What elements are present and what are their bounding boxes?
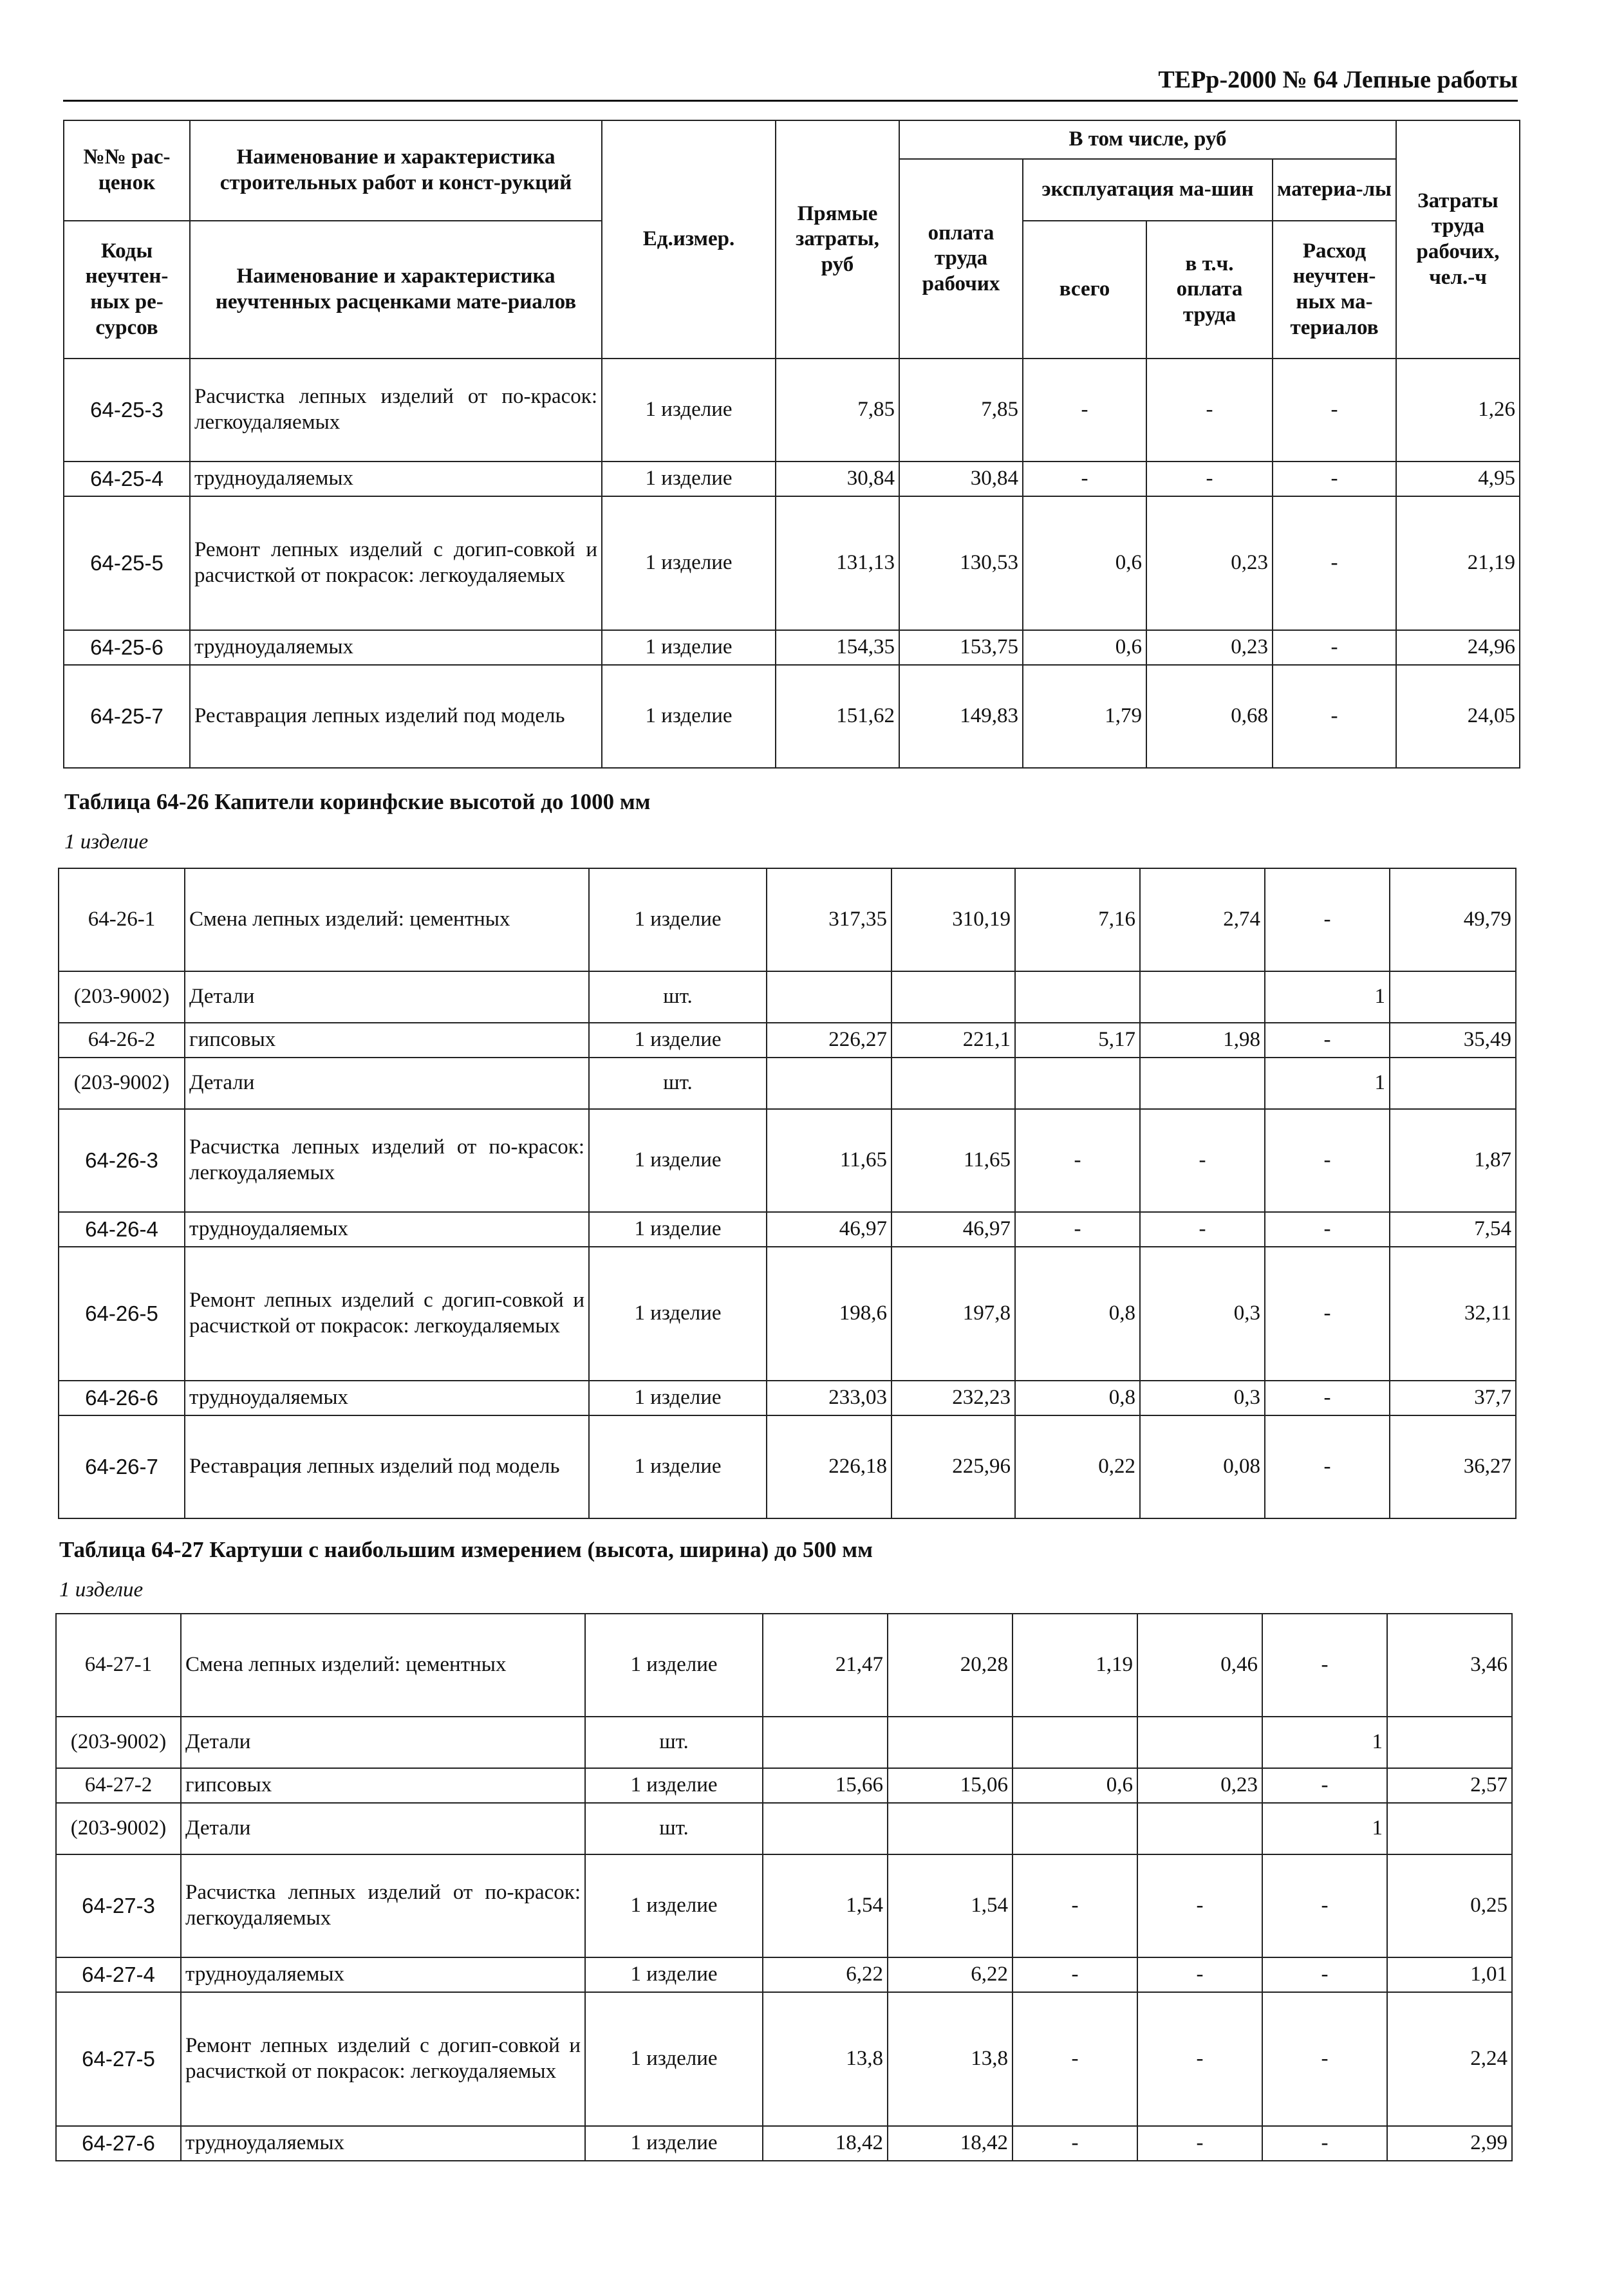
materials: -: [1273, 462, 1396, 496]
material-row: [56, 1803, 1512, 1854]
labor-pay: 130,53: [899, 496, 1023, 630]
table-row: [56, 1854, 1512, 1957]
resource-code: (203-9002): [59, 971, 185, 1023]
materials: -: [1262, 1854, 1387, 1957]
labor-pay: 221,1: [891, 1023, 1015, 1058]
labor-hours: 7,54: [1390, 1212, 1516, 1247]
labor-pay: 153,75: [899, 630, 1023, 665]
direct-cost: 317,35: [767, 868, 891, 971]
materials: -: [1273, 496, 1396, 630]
labor-hours: 3,46: [1387, 1614, 1512, 1717]
machines-total: 7,16: [1015, 868, 1140, 971]
materials: -: [1273, 359, 1396, 462]
direct-cost: 131,13: [776, 496, 899, 630]
materials: -: [1265, 1109, 1390, 1212]
labor-pay: 149,83: [899, 665, 1023, 768]
table-64-26-caption: Таблица 64-26 Капители коринфские высотой до 1000 мм: [64, 789, 651, 814]
col-code-top: №№ рас-ценок: [64, 120, 190, 221]
direct-cost: 6,22: [763, 1957, 888, 1992]
page-title: ТЕРр-2000 № 64 Лепные работы: [1158, 66, 1518, 93]
machines-labor: 0,23: [1146, 630, 1273, 665]
labor-hours: 49,79: [1390, 868, 1516, 971]
table-row: [59, 1415, 1516, 1518]
direct-cost: 151,62: [776, 665, 899, 768]
work-name: трудноудаляемых: [185, 1381, 589, 1415]
unit-of-measure: 1 изделие: [585, 2126, 763, 2161]
machines-labor: 1,98: [1140, 1023, 1265, 1058]
material-name: Детали: [181, 1803, 585, 1854]
rate-code: 64-26-2: [59, 1023, 185, 1058]
machines-total: -: [1015, 1109, 1140, 1212]
materials: -: [1265, 1247, 1390, 1381]
materials: -: [1262, 2126, 1387, 2161]
machines-labor: -: [1140, 1212, 1265, 1247]
work-name: Расчистка лепных изделий от по-красок: легкоудаляемых: [190, 359, 602, 462]
machines-labor: -: [1137, 1854, 1262, 1957]
material-qty: 1: [1262, 1717, 1387, 1768]
unit-of-measure: 1 изделие: [589, 1109, 767, 1212]
machines-labor: -: [1137, 1957, 1262, 1992]
direct-cost: 15,66: [763, 1768, 888, 1803]
machines-total: 0,6: [1023, 630, 1146, 665]
empty-cell: [1140, 1058, 1265, 1109]
labor-pay: 7,85: [899, 359, 1023, 462]
direct-cost: 30,84: [776, 462, 899, 496]
labor-pay: 15,06: [888, 1768, 1013, 1803]
col-materials: материа-лы: [1273, 159, 1396, 221]
labor-pay: 6,22: [888, 1957, 1013, 1992]
table-header: [64, 120, 1520, 359]
labor-hours: 4,95: [1396, 462, 1520, 496]
col-name-top: Наименование и характеристика строительных работ и конст-рукций: [190, 120, 602, 221]
direct-cost: 233,03: [767, 1381, 891, 1415]
table-row: [64, 462, 1520, 496]
table-row: [56, 2126, 1512, 2161]
empty-cell: [1390, 1058, 1516, 1109]
table-row: [56, 1768, 1512, 1803]
table-64-26-unit-note: 1 изделие: [64, 830, 149, 854]
table-row: [64, 630, 1520, 665]
empty-cell: [1013, 1803, 1137, 1854]
unit-of-measure: 1 изделие: [602, 462, 776, 496]
direct-cost: 1,54: [763, 1854, 888, 1957]
unit-of-measure: 1 изделие: [589, 1023, 767, 1058]
empty-cell: [1015, 971, 1140, 1023]
machines-total: -: [1023, 359, 1146, 462]
col-direct: Прямые затраты, руб: [776, 120, 899, 359]
labor-hours: 2,57: [1387, 1768, 1512, 1803]
work-name: гипсовых: [185, 1023, 589, 1058]
machines-total: 5,17: [1015, 1023, 1140, 1058]
machines-total: -: [1013, 1957, 1137, 1992]
col-machines-total: всего: [1023, 221, 1146, 359]
machines-total: -: [1013, 1854, 1137, 1957]
page-header: [63, 63, 1518, 102]
direct-cost: 226,27: [767, 1023, 891, 1058]
col-including: В том числе, руб: [899, 120, 1396, 159]
labor-hours: 24,96: [1396, 630, 1520, 665]
machines-total: 0,8: [1015, 1381, 1140, 1415]
table-64-25: [63, 120, 1520, 769]
rate-code: 64-26-5: [59, 1247, 185, 1381]
labor-pay: 13,8: [888, 1992, 1013, 2126]
materials: -: [1265, 1212, 1390, 1247]
empty-cell: [1015, 1058, 1140, 1109]
labor-hours: 1,01: [1387, 1957, 1512, 1992]
table-64-26: [58, 868, 1517, 1519]
rate-code: 64-25-7: [64, 665, 190, 768]
labor-pay: 20,28: [888, 1614, 1013, 1717]
materials: -: [1265, 1023, 1390, 1058]
materials: -: [1265, 1415, 1390, 1518]
material-unit: шт.: [585, 1717, 763, 1768]
machines-labor: 0,23: [1137, 1768, 1262, 1803]
empty-cell: [1387, 1717, 1512, 1768]
resource-code: (203-9002): [59, 1058, 185, 1109]
labor-pay: 1,54: [888, 1854, 1013, 1957]
table-row: [59, 1247, 1516, 1381]
labor-pay: 30,84: [899, 462, 1023, 496]
table-row: [59, 1381, 1516, 1415]
materials: -: [1265, 1381, 1390, 1415]
work-name: трудноудаляемых: [190, 462, 602, 496]
rate-code: 64-26-7: [59, 1415, 185, 1518]
empty-cell: [1387, 1803, 1512, 1854]
labor-hours: 24,05: [1396, 665, 1520, 768]
material-qty: 1: [1265, 1058, 1390, 1109]
table-row: [64, 496, 1520, 630]
empty-cell: [891, 1058, 1015, 1109]
empty-cell: [888, 1717, 1013, 1768]
labor-hours: 1,26: [1396, 359, 1520, 462]
machines-labor: 2,74: [1140, 868, 1265, 971]
rate-code: 64-25-6: [64, 630, 190, 665]
rate-code: 64-27-4: [56, 1957, 181, 1992]
header-rule: [63, 100, 1518, 102]
machines-labor: -: [1140, 1109, 1265, 1212]
material-unit: шт.: [589, 971, 767, 1023]
empty-cell: [891, 971, 1015, 1023]
material-name: Детали: [181, 1717, 585, 1768]
table-row: [56, 1957, 1512, 1992]
rate-code: 64-27-3: [56, 1854, 181, 1957]
direct-cost: 154,35: [776, 630, 899, 665]
labor-hours: 36,27: [1390, 1415, 1516, 1518]
machines-total: 0,8: [1015, 1247, 1140, 1381]
unit-of-measure: 1 изделие: [589, 1415, 767, 1518]
work-name: Смена лепных изделий: цементных: [181, 1614, 585, 1717]
labor-hours: 2,99: [1387, 2126, 1512, 2161]
labor-pay: 225,96: [891, 1415, 1015, 1518]
machines-labor: 0,68: [1146, 665, 1273, 768]
labor-pay: 18,42: [888, 2126, 1013, 2161]
material-name: Детали: [185, 971, 589, 1023]
machines-total: 1,79: [1023, 665, 1146, 768]
empty-cell: [767, 1058, 891, 1109]
empty-cell: [763, 1803, 888, 1854]
col-labor-cost: Затраты труда рабочих, чел.-ч: [1396, 120, 1520, 359]
table-row: [56, 1614, 1512, 1717]
labor-hours: 1,87: [1390, 1109, 1516, 1212]
material-row: [56, 1717, 1512, 1768]
machines-total: -: [1013, 1992, 1137, 2126]
materials: -: [1273, 630, 1396, 665]
table-64-27: [55, 1613, 1513, 2161]
machines-labor: -: [1137, 1992, 1262, 2126]
empty-cell: [1013, 1717, 1137, 1768]
direct-cost: 226,18: [767, 1415, 891, 1518]
table-row: [59, 1109, 1516, 1212]
direct-cost: 21,47: [763, 1614, 888, 1717]
labor-pay: 46,97: [891, 1212, 1015, 1247]
labor-pay: 11,65: [891, 1109, 1015, 1212]
table-row: [59, 1023, 1516, 1058]
unit-of-measure: 1 изделие: [585, 1768, 763, 1803]
unit-of-measure: 1 изделие: [602, 630, 776, 665]
machines-labor: 0,3: [1140, 1247, 1265, 1381]
rate-code: 64-26-6: [59, 1381, 185, 1415]
labor-hours: 35,49: [1390, 1023, 1516, 1058]
labor-hours: 2,24: [1387, 1992, 1512, 2126]
machines-total: -: [1015, 1212, 1140, 1247]
labor-pay: 232,23: [891, 1381, 1015, 1415]
labor-hours: 32,11: [1390, 1247, 1516, 1381]
work-name: Расчистка лепных изделий от по-красок: легкоудаляемых: [185, 1109, 589, 1212]
machines-labor: 0,23: [1146, 496, 1273, 630]
rate-code: 64-25-3: [64, 359, 190, 462]
materials: -: [1262, 1957, 1387, 1992]
table-body: [64, 359, 1520, 768]
material-qty: 1: [1262, 1803, 1387, 1854]
direct-cost: 13,8: [763, 1992, 888, 2126]
empty-cell: [1137, 1717, 1262, 1768]
unit-of-measure: 1 изделие: [585, 1992, 763, 2126]
unit-of-measure: 1 изделие: [589, 868, 767, 971]
table-64-27-caption: Таблица 64-27 Картуши с наибольшим измерением (высота, ширина) до 500 мм: [59, 1537, 873, 1562]
machines-total: 0,6: [1023, 496, 1146, 630]
empty-cell: [763, 1717, 888, 1768]
work-name: Смена лепных изделий: цементных: [185, 868, 589, 971]
rate-code: 64-26-3: [59, 1109, 185, 1212]
resource-code: (203-9002): [56, 1717, 181, 1768]
empty-cell: [1137, 1803, 1262, 1854]
machines-total: 0,22: [1015, 1415, 1140, 1518]
materials: -: [1262, 1992, 1387, 2126]
col-machines: эксплуатация ма-шин: [1023, 159, 1273, 221]
machines-labor: 0,3: [1140, 1381, 1265, 1415]
rate-code: 64-27-2: [56, 1768, 181, 1803]
work-name: трудноудаляемых: [190, 630, 602, 665]
work-name: трудноудаляемых: [181, 2126, 585, 2161]
rate-code: 64-27-1: [56, 1614, 181, 1717]
direct-cost: 46,97: [767, 1212, 891, 1247]
unit-of-measure: 1 изделие: [602, 359, 776, 462]
direct-cost: 198,6: [767, 1247, 891, 1381]
unit-of-measure: 1 изделие: [589, 1212, 767, 1247]
table-row: [64, 359, 1520, 462]
material-name: Детали: [185, 1058, 589, 1109]
direct-cost: 7,85: [776, 359, 899, 462]
machines-total: 1,19: [1013, 1614, 1137, 1717]
table-body: [56, 1614, 1512, 2161]
empty-cell: [888, 1803, 1013, 1854]
machines-total: -: [1013, 2126, 1137, 2161]
material-row: [59, 1058, 1516, 1109]
table-64-27-unit-note: 1 изделие: [59, 1578, 144, 1601]
rate-code: 64-26-1: [59, 868, 185, 971]
table-row: [59, 868, 1516, 971]
rate-code: 64-26-4: [59, 1212, 185, 1247]
col-name-bottom: Наименование и характеристика неучтенных расценками мате-риалов: [190, 221, 602, 359]
rate-code: 64-25-5: [64, 496, 190, 630]
labor-pay: 310,19: [891, 868, 1015, 971]
labor-hours: 37,7: [1390, 1381, 1516, 1415]
rate-code: 64-27-6: [56, 2126, 181, 2161]
unit-of-measure: 1 изделие: [589, 1381, 767, 1415]
empty-cell: [1140, 971, 1265, 1023]
table-body: [59, 868, 1516, 1518]
unit-of-measure: 1 изделие: [589, 1247, 767, 1381]
materials: -: [1262, 1614, 1387, 1717]
labor-pay: 197,8: [891, 1247, 1015, 1381]
machines-labor: -: [1137, 2126, 1262, 2161]
unit-of-measure: 1 изделие: [602, 665, 776, 768]
work-name: Ремонт лепных изделий с догип-совкой и расчисткой от покрасок: легкоудаляемых: [185, 1247, 589, 1381]
table-row: [56, 1992, 1512, 2126]
rate-code: 64-25-4: [64, 462, 190, 496]
unit-of-measure: 1 изделие: [585, 1854, 763, 1957]
unit-of-measure: 1 изделие: [585, 1614, 763, 1717]
material-unit: шт.: [589, 1058, 767, 1109]
work-name: Реставрация лепных изделий под модель: [190, 665, 602, 768]
machines-labor: 0,46: [1137, 1614, 1262, 1717]
machines-labor: 0,08: [1140, 1415, 1265, 1518]
machines-total: 0,6: [1013, 1768, 1137, 1803]
col-unit: Ед.измер.: [602, 120, 776, 359]
work-name: Ремонт лепных изделий с догип-совкой и расчисткой от покрасок: легкоудаляемых: [190, 496, 602, 630]
work-name: гипсовых: [181, 1768, 585, 1803]
rate-code: 64-27-5: [56, 1992, 181, 2126]
machines-total: -: [1023, 462, 1146, 496]
table-row: [59, 1212, 1516, 1247]
machines-labor: -: [1146, 359, 1273, 462]
col-code-bottom: Коды неучтен-ных ре-сурсов: [64, 221, 190, 359]
materials: -: [1262, 1768, 1387, 1803]
work-name: Ремонт лепных изделий с догип-совкой и расчисткой от покрасок: легкоудаляемых: [181, 1992, 585, 2126]
empty-cell: [1390, 971, 1516, 1023]
empty-cell: [767, 971, 891, 1023]
unit-of-measure: 1 изделие: [602, 496, 776, 630]
col-machines-labor: в т.ч. оплата труда: [1146, 221, 1273, 359]
materials: -: [1273, 665, 1396, 768]
material-row: [59, 971, 1516, 1023]
material-unit: шт.: [585, 1803, 763, 1854]
work-name: трудноудаляемых: [185, 1212, 589, 1247]
work-name: Реставрация лепных изделий под модель: [185, 1415, 589, 1518]
resource-code: (203-9002): [56, 1803, 181, 1854]
work-name: трудноудаляемых: [181, 1957, 585, 1992]
direct-cost: 11,65: [767, 1109, 891, 1212]
materials: -: [1265, 868, 1390, 971]
work-name: Расчистка лепных изделий от по-красок: легкоудаляемых: [181, 1854, 585, 1957]
direct-cost: 18,42: [763, 2126, 888, 2161]
table-row: [64, 665, 1520, 768]
col-labor-pay: оплата труда рабочих: [899, 159, 1023, 359]
labor-hours: 21,19: [1396, 496, 1520, 630]
labor-hours: 0,25: [1387, 1854, 1512, 1957]
col-materials-unaccounted: Расход неучтен-ных ма-териалов: [1273, 221, 1396, 359]
unit-of-measure: 1 изделие: [585, 1957, 763, 1992]
material-qty: 1: [1265, 971, 1390, 1023]
machines-labor: -: [1146, 462, 1273, 496]
